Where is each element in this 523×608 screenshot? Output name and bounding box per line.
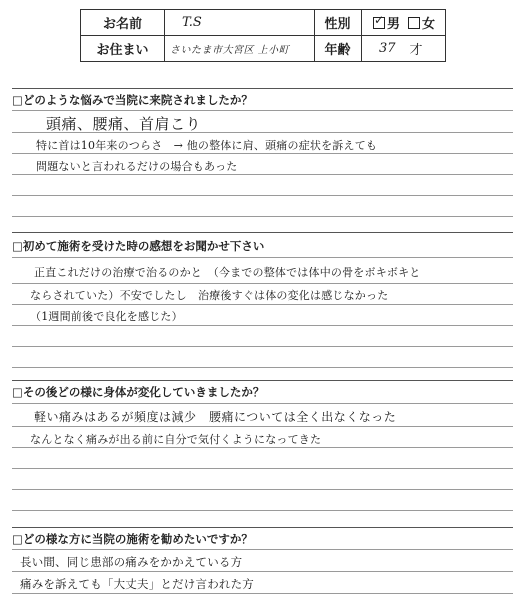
address-label: お住まい <box>96 43 149 58</box>
answer-line <box>12 174 513 175</box>
answer-line <box>12 549 513 550</box>
answer-line <box>12 257 513 258</box>
section-changes <box>0 380 523 525</box>
section-divider <box>12 88 513 89</box>
answer-line <box>12 216 513 217</box>
name-value: T.S <box>182 15 202 30</box>
answer-line <box>12 403 513 404</box>
answer-line <box>12 304 513 305</box>
answer-line <box>12 367 513 368</box>
answer-line <box>12 153 513 154</box>
answer-line <box>12 426 513 427</box>
answer-line <box>12 593 513 594</box>
section-divider <box>12 232 513 233</box>
age-label: 年齢 <box>324 43 351 58</box>
name-label: お名前 <box>102 17 142 32</box>
answer-line <box>12 447 513 448</box>
gender-option-male[interactable]: ✓ 男 <box>373 13 400 32</box>
checked-checkbox-icon <box>373 17 385 29</box>
answer-line <box>12 468 513 469</box>
answer-text: 長い間、同じ患部の痛みをかかえている方 <box>20 555 243 569</box>
answer-line <box>12 283 513 284</box>
answer-text: ならされていた）不安でしたし 治療後すぐは体の変化は感じなかった <box>30 289 389 302</box>
top-cut-text <box>70 0 470 6</box>
patient-info-table <box>80 9 446 62</box>
answer-text: 特に首は10年来のつらさ → 他の整体に肩、頭痛の症状を訴えても <box>36 139 378 152</box>
answer-line <box>12 325 513 326</box>
gender-options <box>361 10 447 35</box>
answer-line <box>12 132 513 133</box>
answer-line <box>12 110 513 111</box>
section-recommend <box>0 527 523 608</box>
answer-text: 痛みを訴えても「大丈夫」とだけ言われた方 <box>20 577 254 591</box>
section-reason <box>0 88 523 228</box>
answer-text: なんとなく痛みが出る前に自分で気付くようになってきた <box>30 433 322 446</box>
age-unit: 才 <box>409 43 423 58</box>
age-field <box>361 35 447 62</box>
answer-text: （1週間前後で良化を感じた） <box>30 310 183 323</box>
question-text: □初めて施術を受けた時の感想をお聞かせ下さい <box>12 239 265 253</box>
answer-text: 問題ないと言われるだけの場合もあった <box>36 160 238 173</box>
question-text: □その後どの様に身体が変化していきましたか？ <box>12 385 265 399</box>
answer-line <box>12 346 513 347</box>
answer-text: 頭痛、腰痛、首肩こり <box>46 115 202 133</box>
answer-line <box>12 510 513 511</box>
answer-line <box>12 489 513 490</box>
answer-line <box>12 571 513 572</box>
age-value: 37 <box>379 41 396 56</box>
question-text: □どのような悩みで当院に来院されましたか？ <box>12 93 253 107</box>
gender-option-female[interactable]: 女 <box>408 13 435 32</box>
section-divider <box>12 527 513 528</box>
section-first-impression <box>0 232 523 382</box>
answer-text: 正直これだけの治療で治るのかと （今までの整体では体中の骨をボキボキと <box>34 266 421 279</box>
gender-label: 性別 <box>324 17 351 32</box>
question-text: □どの様な方に当院の施術を勧めたいですか？ <box>12 532 253 546</box>
address-value: さいたま市大宮区 上小町 <box>170 45 290 56</box>
checkbox-icon <box>408 17 420 29</box>
section-divider <box>12 380 513 381</box>
answer-line <box>12 195 513 196</box>
answer-text: 軽い痛みはあるが頻度は減少 腰痛については全く出なくなった <box>34 410 397 424</box>
